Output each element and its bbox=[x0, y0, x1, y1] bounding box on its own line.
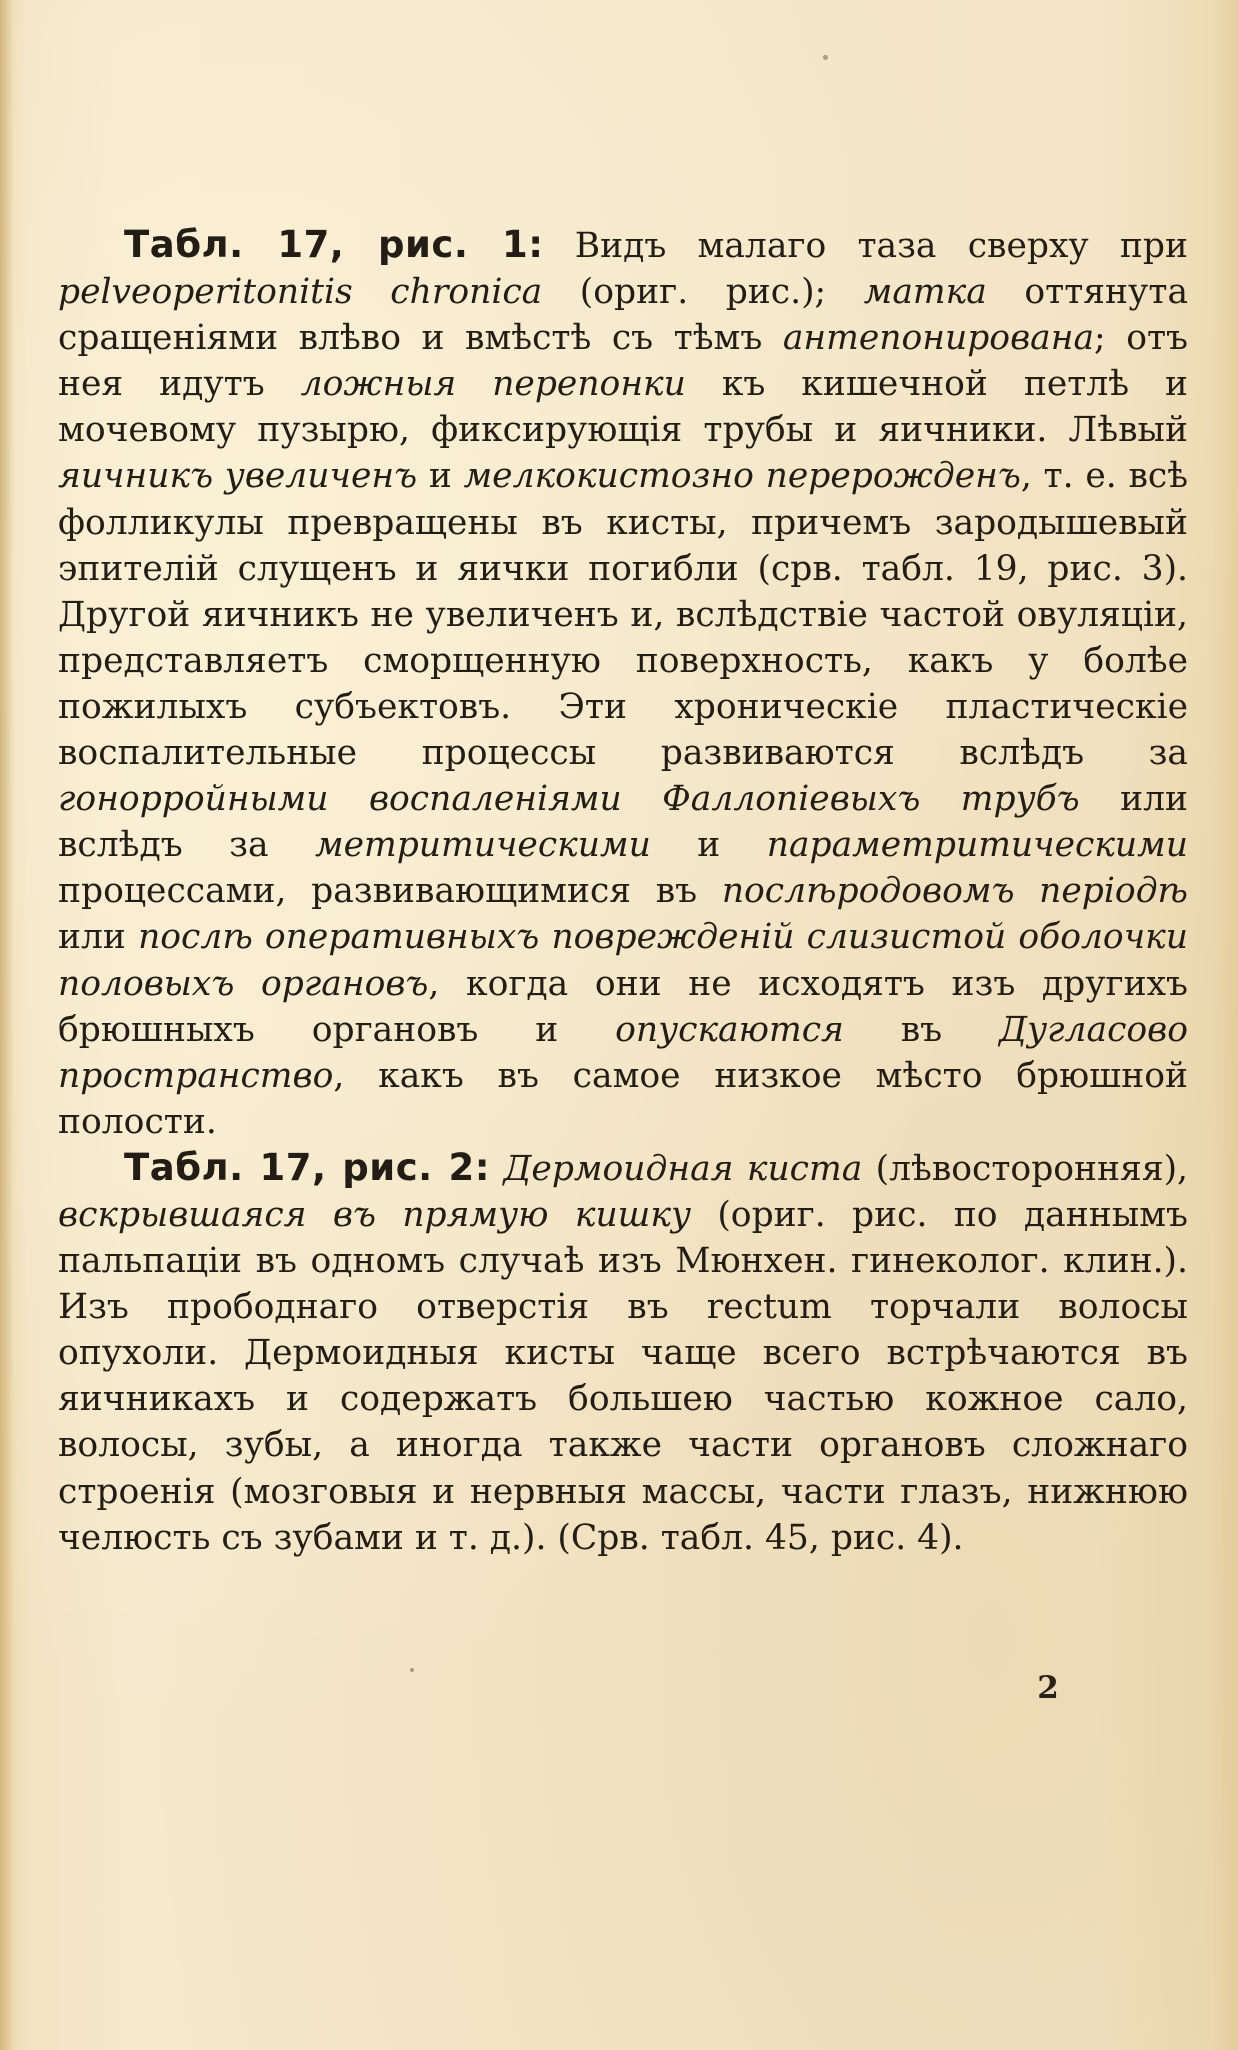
text-run: къ кишечной петлѣ и мочевому пузырю, фиксирующія трубы и яичники. Лѣвый bbox=[58, 364, 1189, 451]
text-run: (ориг. рис. по даннымъ пальпаціи въ одномъ случаѣ изъ Мюнхен. гинеколог. клин.). Изъ прободнаго отверстія въ rectum торчали волосы опухоли. Дермоидныя кисты чаще всего встрѣчаются въ яичникахъ и содержатъ большею частью кожное сало, волосы, зубы, а иногда также части органовъ сложнаго строенія (мозговыя и нервныя массы, части глазъ, нижнюю челюсть съ зубами и т. д.). (Срв. табл. 45, рис. 4). bbox=[58, 1194, 1188, 1558]
text-run: , какъ въ самое низкое мѣсто брюшной полости. bbox=[58, 1055, 1188, 1142]
emphasis-term: антепонирована bbox=[782, 318, 1095, 359]
text-run: процессами, развивающимися въ bbox=[58, 871, 722, 912]
emphasis-term: послѣ оперативныхъ поврежденій слизистой оболочки половыхъ органовъ bbox=[58, 917, 1188, 1004]
text-run: или bbox=[58, 917, 139, 958]
text-run: или вслѣдъ за bbox=[58, 779, 1188, 866]
ink-speck bbox=[410, 1668, 414, 1672]
emphasis-term: яичникъ увеличенъ bbox=[58, 456, 418, 497]
text-run bbox=[490, 1149, 503, 1189]
text-run: и bbox=[417, 456, 464, 497]
text-run: , когда они не исходятъ изъ другихъ брюшныхъ органовъ и bbox=[58, 963, 1188, 1050]
emphasis-term: послѣродовомъ періодѣ bbox=[721, 871, 1188, 912]
text-run: ; отъ нея идутъ bbox=[58, 318, 1188, 405]
page-number: 2 bbox=[1037, 1670, 1059, 1706]
emphasis-term: Дугласово пространство bbox=[58, 1009, 1189, 1096]
emphasis-term: вскрывшаяся въ прямую кишку bbox=[58, 1194, 691, 1235]
text-run: оттянута сращеніями влѣво и вмѣстѣ съ тѣмъ bbox=[58, 272, 1189, 359]
text-run: и bbox=[650, 825, 767, 866]
emphasis-term: ложныя перепонки bbox=[300, 364, 686, 405]
text-run: въ bbox=[843, 1009, 1000, 1050]
latin-diagnosis: pelveoperitonitis chronica bbox=[58, 272, 543, 313]
emphasis-term: матка bbox=[863, 272, 987, 313]
emphasis-term: Дермоидная киста bbox=[503, 1148, 863, 1189]
text-run: Видъ малаго таза сверху при bbox=[543, 226, 1188, 266]
paragraph-plate-17-fig-2 bbox=[58, 1145, 1188, 1561]
figure-label: Табл. 17, рис. 1: bbox=[124, 223, 544, 266]
ink-speck bbox=[823, 55, 828, 60]
text-run: (ориг. рис.); bbox=[542, 272, 864, 313]
emphasis-term: мелкокистозно перерожденъ bbox=[463, 456, 1021, 497]
text-run: , т. е. всѣ фолликулы превращены въ кисты, причемъ зародышевый эпителій слущенъ и яички погибли (срв. табл. 19, рис. 3). Другой яичникъ не увеличенъ и, вслѣдствіе частой овуляціи, представляетъ сморщенную поверхность, какъ у болѣе пожилыхъ субъектовъ. Эти хроническіе пластическіе воспалительные процессы развиваются вслѣдъ за bbox=[58, 456, 1189, 774]
emphasis-term: опускаются bbox=[615, 1009, 844, 1050]
emphasis-term: метритическими bbox=[314, 825, 651, 866]
emphasis-term: гонорройными воспаленіями Фаллопіевыхъ трубъ bbox=[58, 779, 1080, 820]
emphasis-term: параметритическими bbox=[766, 825, 1188, 866]
text-run: (лѣвосторонняя), bbox=[862, 1148, 1189, 1189]
body-text bbox=[58, 222, 1188, 1561]
figure-label: Табл. 17, рис. 2: bbox=[124, 1145, 490, 1189]
paragraph-plate-17-fig-1 bbox=[58, 222, 1188, 1145]
